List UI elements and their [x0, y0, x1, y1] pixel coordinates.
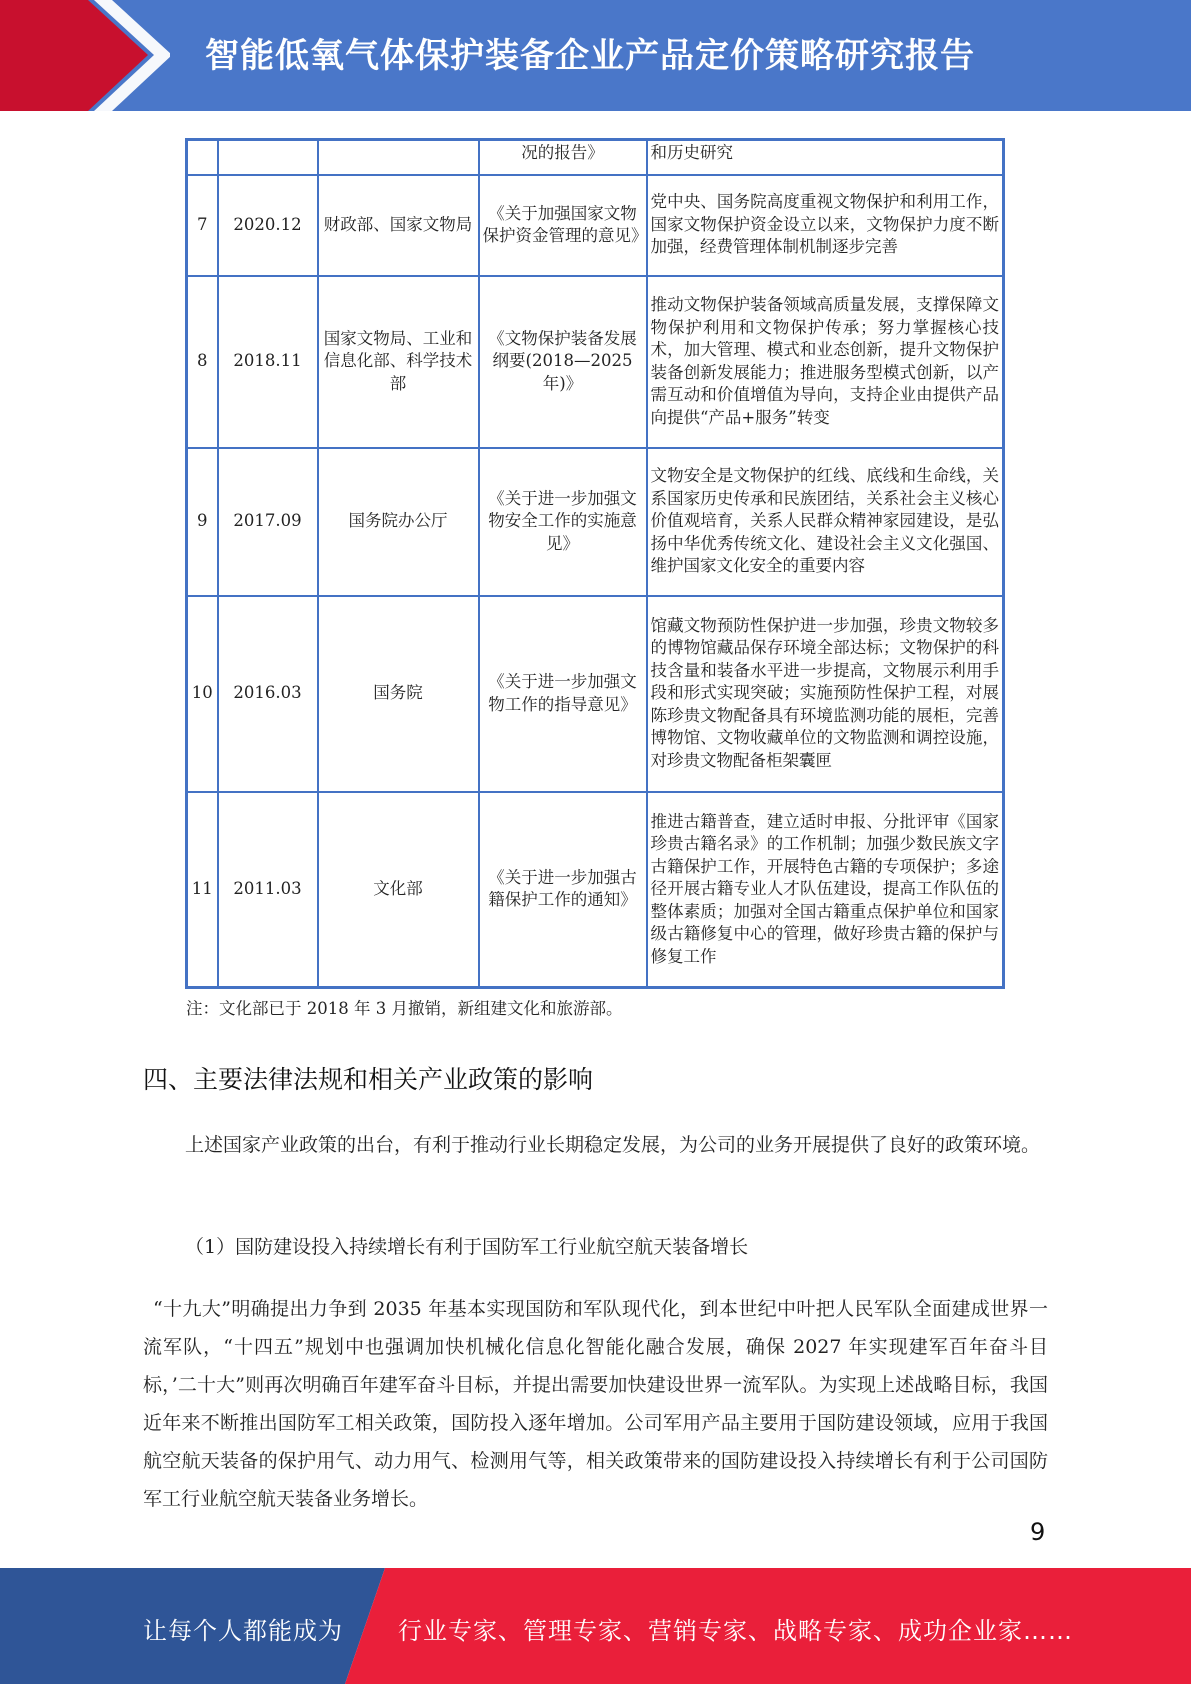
- paragraph-body: “十九大”明确提出力争到 2035 年基本实现国防和军队现代化，到本世纪中叶把人民军队全面建成世界一流军队，“十四五”规划中也强调加快机械化信息化智能化融合发展，确保 2027 年实现建军百年奋斗目标，’二十大”则再次明确百年建军奋斗目标，并提出需要加快建设世界一流军队。为实现上述战略目标，我国近年来不断推出国防军工相关政策，国防投入逐年增加。公司军用产品主要用于国防建设领域，应用于我国航空航天装备的保护用气、动力用气、检测用气等，相关政策带来的国防建设投入持续增长有利于公司国防军工行业航空航天装备业务增长。: [143, 1298, 1048, 1510]
- cell-org: 文化部: [318, 792, 479, 988]
- cell-org: 国务院: [318, 596, 479, 792]
- cell-no: 9: [187, 448, 218, 596]
- cell-doc: 况的报告》: [479, 140, 647, 175]
- policy-table: [185, 138, 1005, 989]
- paragraph-intro: 上述国家产业政策的出台，有利于推动行业长期稳定发展，为公司的业务开展提供了良好的政策环境。: [185, 1134, 1041, 1156]
- footer-banner: [0, 1568, 1191, 1684]
- cell-date: 2017.09: [218, 448, 318, 596]
- cell-doc: 《文物保护装备发展纲要(2018—2025年)》: [479, 276, 647, 448]
- cell-no: 7: [187, 175, 218, 276]
- cell-doc: 《关于进一步加强文物安全工作的实施意见》: [479, 448, 647, 596]
- cell-no: 11: [187, 792, 218, 988]
- page-number: 9: [1030, 1518, 1046, 1546]
- section-heading: 四、主要法律法规和相关产业政策的影响: [143, 1065, 594, 1094]
- report-title: 智能低氧气体保护装备企业产品定价策略研究报告: [205, 36, 975, 76]
- cell-desc: 和历史研究: [647, 140, 1004, 175]
- table-row: [187, 140, 1004, 175]
- cell-doc: 《关于进一步加强古籍保护工作的通知》: [479, 792, 647, 988]
- table-row: [187, 175, 1004, 276]
- cell-org: 财政部、国家文物局: [318, 175, 479, 276]
- cell-doc: 《关于加强国家文物保护资金管理的意见》: [479, 175, 647, 276]
- table-row: [187, 276, 1004, 448]
- table-row: [187, 448, 1004, 596]
- header-chevron-icon: [0, 0, 170, 111]
- policy-table-container: [185, 138, 1002, 989]
- cell-org: 国家文物局、工业和信息化部、科学技术部: [318, 276, 479, 448]
- cell-desc: 推动文物保护装备领域高质量发展，支撑保障文物保护利用和文物保护传承；努力掌握核心技术，加大管理、模式和业态创新，提升文物保护装备创新发展能力；推进服务型模式创新，以产需互动和价值增值为导向，支持企业由提供产品向提供“产品+服务”转变: [647, 276, 1004, 448]
- cell-desc: 馆藏文物预防性保护进一步加强，珍贵文物较多的博物馆藏品保存环境全部达标；文物保护的科技含量和装备水平进一步提高，文物展示利用手段和形式实现突破；实施预防性保护工程，对展陈珍贵文物配备具有环境监测功能的展柜，完善博物馆、文物收藏单位的文物监测和调控设施，对珍贵文物配备柜架囊匣: [647, 596, 1004, 792]
- cell-org: 国务院办公厅: [318, 448, 479, 596]
- table-note: 注：文化部已于 2018 年 3 月撤销，新组建文化和旅游部。: [186, 999, 623, 1018]
- header-banner: [0, 0, 1191, 111]
- table-row: [187, 792, 1004, 988]
- cell-doc: 《关于进一步加强文物工作的指导意见》: [479, 596, 647, 792]
- footer-slogan-right: 行业专家、管理专家、营销专家、战略专家、成功企业家……: [398, 1617, 1073, 1645]
- cell-no: 10: [187, 596, 218, 792]
- cell-date: 2011.03: [218, 792, 318, 988]
- cell-no: 8: [187, 276, 218, 448]
- cell-desc: 文物安全是文物保护的红线、底线和生命线，关系国家历史传承和民族团结，关系社会主义核心价值观培育，关系人民群众精神家园建设，是弘扬中华优秀传统文化、建设社会主义文化强国、维护国家文化安全的重要内容: [647, 448, 1004, 596]
- cell-desc: 推进古籍普查，建立适时申报、分批评审《国家珍贵古籍名录》的工作机制；加强少数民族文字古籍保护工作，开展特色古籍的专项保护；多途径开展古籍专业人才队伍建设，提高工作队伍的整体素质；加强对全国古籍重点保护单位和国家级古籍修复中心的管理，做好珍贵古籍的保护与修复工作: [647, 792, 1004, 988]
- cell-date: [218, 140, 318, 175]
- table-row: [187, 596, 1004, 792]
- cell-desc: 党中央、国务院高度重视文物保护和利用工作，国家文物保护资金设立以来，文物保护力度不断加强，经费管理体制机制逐步完善: [647, 175, 1004, 276]
- footer-slogan-left: 让每个人都能成为: [143, 1617, 343, 1645]
- cell-date: 2020.12: [218, 175, 318, 276]
- cell-date: 2018.11: [218, 276, 318, 448]
- cell-org: [318, 140, 479, 175]
- paragraph-subheading: （1）国防建设投入持续增长有利于国防军工行业航空航天装备增长: [185, 1236, 749, 1258]
- cell-no: [187, 140, 218, 175]
- cell-date: 2016.03: [218, 596, 318, 792]
